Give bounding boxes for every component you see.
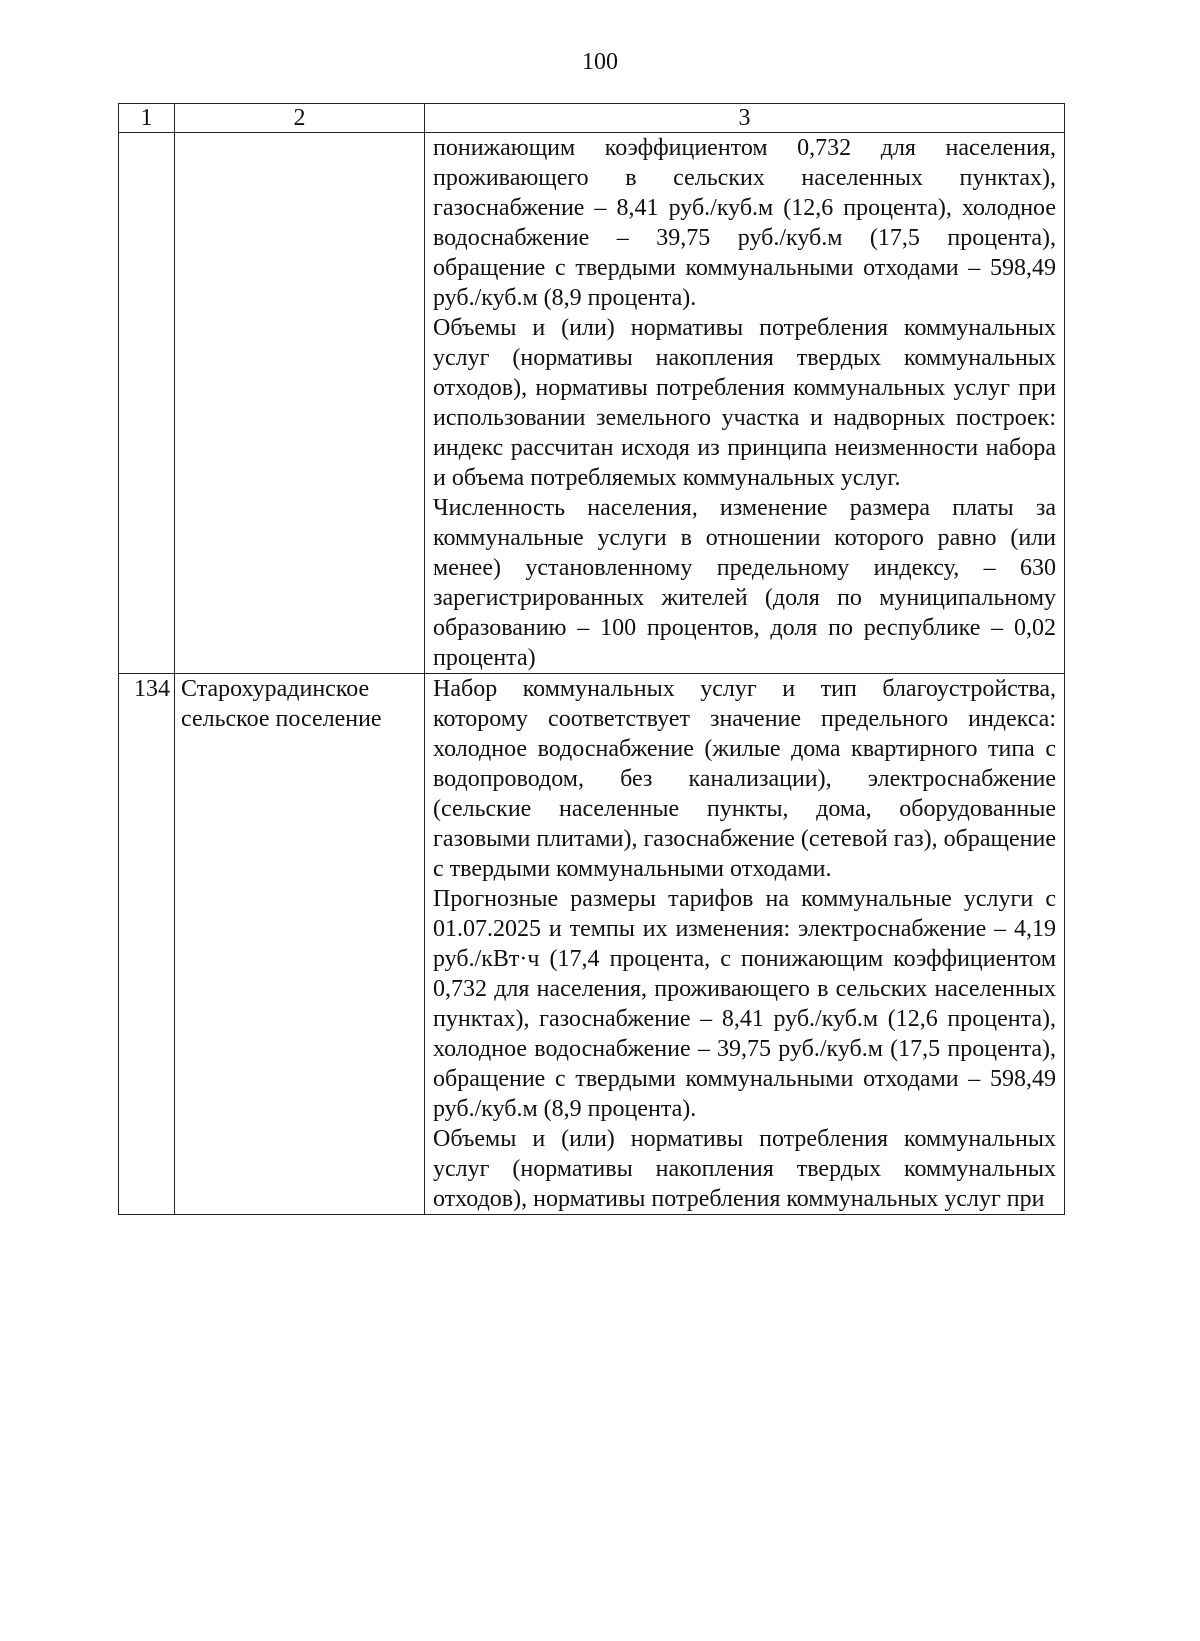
table-row xyxy=(119,133,1065,674)
description-paragraph: Численность населения, изменение размера платы за коммунальные услуги в отношении которого равно (или менее) установленному предельному индексу, – 630 зарегистрированных жителей (доля по муниципальному образованию – 100 процентов, доля по республике – 0,02 процента) xyxy=(433,495,1056,671)
row-number-cell xyxy=(119,133,175,674)
column-header-number: 1 xyxy=(119,104,175,133)
document-table xyxy=(118,103,1065,1215)
row-number-cell: 134 xyxy=(119,674,175,1215)
table-header-row xyxy=(119,104,1065,133)
page-number: 100 xyxy=(582,49,618,75)
row-name-cell: Старохурадинское сельское поселение xyxy=(175,674,425,1215)
table-row xyxy=(119,674,1065,1215)
description-paragraph: Прогнозные размеры тарифов на коммунальные услуги с 01.07.2025 и темпы их изменения: электроснабжение – 4,19 руб./кВт·ч (17,4 процента, с понижающим коэффициентом 0,732 для населения, проживающего в сельских населенных пунктах), газоснабжение – 8,41 руб./куб.м (12,6 процента), холодное водоснабжение – 39,75 руб./куб.м (17,5 процента), обращение с твердыми коммунальными отходами – 598,49 руб./куб.м (8,9 процента). xyxy=(433,886,1056,1122)
column-header-name: 2 xyxy=(175,104,425,133)
column-header-description: 3 xyxy=(425,104,1065,133)
description-paragraph: Набор коммунальных услуг и тип благоустройства, которому соответствует значение предельного индекса: холодное водоснабжение (жилые дома квартирного типа с водопроводом, без канализации), электроснабжение (сельские населенные пункты, дома, оборудованные газовыми плитами), газоснабжение (сетевой газ), обращение с твердыми коммунальными отходами. xyxy=(433,676,1056,882)
description-paragraph: понижающим коэффициентом 0,732 для населения, проживающего в сельских населенных пунктах), газоснабжение – 8,41 руб./куб.м (12,6 процента), холодное водоснабжение – 39,75 руб./куб.м (17,5 процента), обращение с твердыми коммунальными отходами – 598,49 руб./куб.м (8,9 процента). xyxy=(433,135,1056,311)
row-description-cell xyxy=(425,133,1065,674)
description-paragraph: Объемы и (или) нормативы потребления коммунальных услуг (нормативы накопления твердых коммунальных отходов), нормативы потребления коммунальных услуг при использовании земельного участка и надворных построек: индекс рассчитан исходя из принципа неизменности набора и объема потребляемых коммунальных услуг. xyxy=(433,315,1056,491)
description-paragraph: Объемы и (или) нормативы потребления коммунальных услуг (нормативы накопления твердых коммунальных отходов), нормативы потребления коммунальных услуг при xyxy=(433,1126,1056,1212)
row-name-cell xyxy=(175,133,425,674)
row-description-cell xyxy=(425,674,1065,1215)
